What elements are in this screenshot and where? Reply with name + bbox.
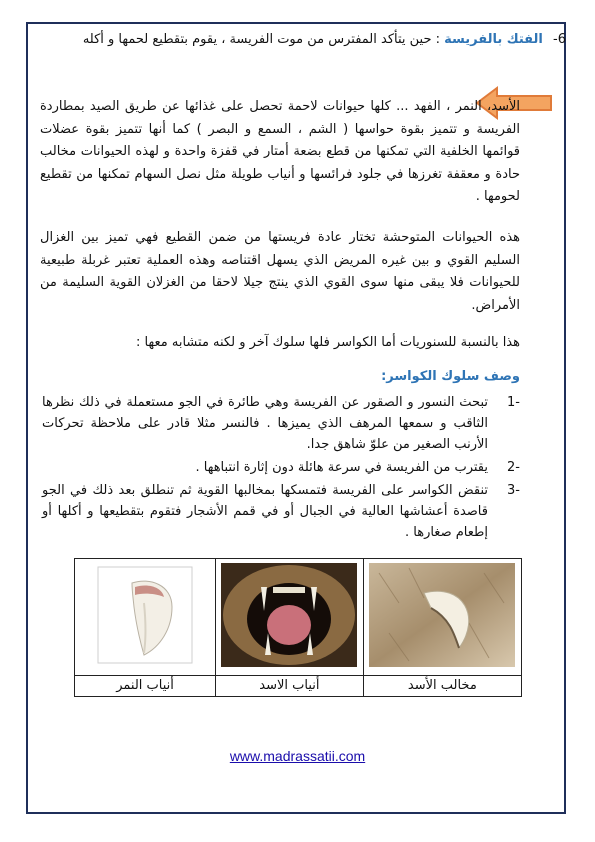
tiger-fang-image: [80, 563, 210, 667]
lion-claw-image: [369, 563, 515, 667]
list-item-text: يقترب من الفريسة في سرعة هائلة دون إثارة انتباهها .: [195, 460, 488, 475]
lion-claw-image-cell: [363, 559, 521, 676]
caption-lion-claws: مخالب الأسد: [363, 676, 521, 697]
lion-fangs-image: [221, 563, 357, 667]
section-heading: [32, 30, 566, 50]
raptors-heading: وصف سلوك الكواسر:: [381, 369, 520, 384]
raptors-list: [42, 392, 520, 543]
teeth-figure-table: [74, 558, 522, 697]
paragraph-carnivores: الأسد، النمر ، الفهد ... كلها حيوانات لاحمة تحصل على غذائها عن طريق الصيد بمطاردة الفريسة و تتميز بقوة حواسها ( الشم ، السمع و البصر ) كما أنها تتميز بقوة عضلات قوائمها الخلفية التي تمكنها من قطع بضعة أمتار في قفزة واحدة و لهذه الحيوانات مخالب حادة و معقفة تغرزها في جلود فرائسها و أنياب طويلة مثل نصل السهام تمكنها من تقطيع لحومها .: [40, 99, 520, 204]
section-title: الفتك بالفريسة: [444, 32, 543, 47]
site-link[interactable]: www.madrassatii.com: [229, 748, 366, 764]
section-number: 6-: [553, 32, 566, 47]
list-item-number: -1: [507, 395, 520, 410]
list-item: [42, 392, 520, 455]
caption-tiger-fangs: أنياب النمر: [75, 676, 216, 697]
tiger-fang-image-cell: [75, 559, 216, 676]
list-item: [42, 457, 520, 478]
list-item-text: تنقض الكواسر على الفريسة فتمسكها بمخالبها القوية ثم تنطلق بعد ذلك في الجو قاصدة أعشاشها العالية في الجبال أو في قمم الأشجار فتقوم بتقطيعها و أكلها أو إطعام صغارها .: [42, 483, 488, 540]
paragraph-natural-selection: هذه الحيوانات المتوحشة تختار عادة فريستها من ضمن القطيع فهي تميز بين الغزال السليم القوي و بين غيره المريض الذي يسهل اقتناصه وهذه العملية تعتبر غربلة طبيعية للحيوانات فلا يبقى منها سوى القوي الذي ينتج جيلا لاحقا من الغزلان القوية السليمة من الأمراض.: [40, 230, 520, 313]
list-item-number: -2: [507, 460, 520, 475]
paragraph-transition: هذا بالنسبة للسنوريات أما الكواسر فلها سلوك آخر و لكنه متشابه معها :: [136, 335, 520, 350]
list-item-number: -3: [507, 483, 520, 498]
lion-fangs-image-cell: [216, 559, 364, 676]
section-lead: : حين يتأكد المفترس من موت الفريسة ، يقوم بتقطيع لحمها و أكله: [82, 32, 441, 47]
list-item: [42, 480, 520, 543]
list-item-text: تبحث النسور و الصقور عن الفريسة وهي طائرة في الجو مستعملة في ذلك نظرها الثاقب و سمعها المرهف الذي يميزها . فالنسر مثلا قادر على ملاحظة تحركات الأرنب الصغير من علوّ شاهق جدا.: [42, 395, 488, 452]
caption-lion-fangs: أنياب الاسد: [216, 676, 364, 697]
